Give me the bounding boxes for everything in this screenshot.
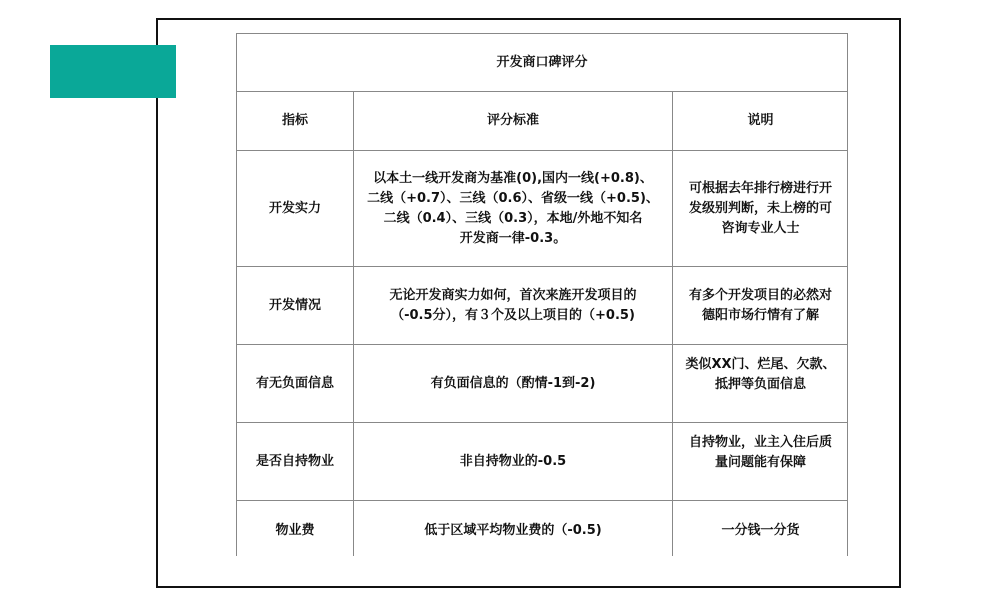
- table-row: [237, 501, 847, 556]
- table-row: [237, 345, 847, 423]
- table-title: 开发商口碑评分: [496, 54, 588, 70]
- teal-accent-block: [50, 45, 176, 98]
- table-row: [237, 151, 847, 267]
- criteria-cell: 低于区域平均物业费的（-0.5): [354, 501, 673, 556]
- criteria-cell: 无论开发商实力如何，首次来旌开发项目的 （-0.5分），有３个及以上项目的（+0.5): [354, 267, 673, 344]
- header-criteria: 评分标准: [354, 92, 673, 150]
- table-row: [237, 267, 847, 345]
- indicator-cell: 开发实力: [237, 151, 354, 266]
- indicator-cell: 有无负面信息: [237, 345, 354, 422]
- note-cell: 一分钱一分货: [721, 523, 800, 538]
- indicator-cell: 物业费: [237, 501, 354, 556]
- criteria-cell: 有负面信息的（酌情-1到-2): [354, 345, 673, 422]
- criteria-cell: 以本土一线开发商为基准(0),国内一线(+0.8)、 二线（+0.7）、三线（0.6）、省级一线（+0.5)、 二线（0.4）、三线（0.3），本地/外地不知名 开发商一律-0.3。: [354, 151, 673, 266]
- table-title-row: [237, 34, 847, 92]
- header-note: 说明: [747, 113, 774, 128]
- note-cell: 可根据去年排行榜进行开 发级别判断，未上榜的可 咨询专业人士: [688, 180, 832, 236]
- developer-reputation-table: [236, 33, 848, 556]
- header-indicator: 指标: [237, 92, 354, 150]
- note-cell: 类似XX门、烂尾、欠款、 抵押等负面信息: [685, 357, 836, 392]
- table-header-row: [237, 92, 847, 151]
- indicator-cell: 开发情况: [237, 267, 354, 344]
- note-cell: 自持物业，业主入住后质 量问题能有保障: [688, 435, 832, 470]
- indicator-cell: 是否自持物业: [237, 423, 354, 500]
- table-row: [237, 423, 847, 501]
- note-cell: 有多个开发项目的必然对 德阳市场行情有了解: [688, 287, 832, 323]
- criteria-cell: 非自持物业的-0.5: [354, 423, 673, 500]
